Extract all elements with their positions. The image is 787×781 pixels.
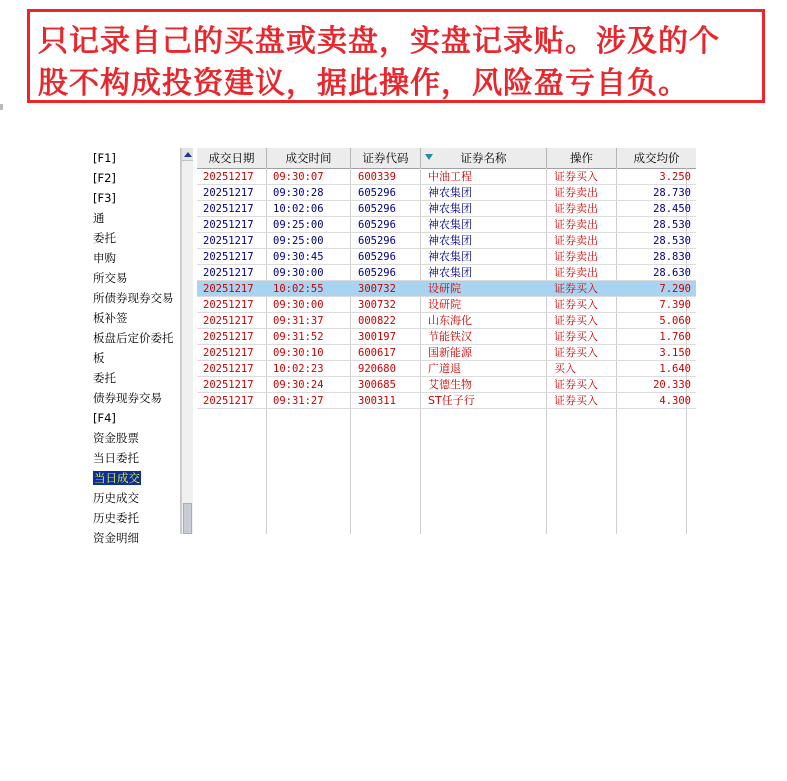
cell-date: 20251217 bbox=[203, 251, 254, 263]
tree-item-label: 板 bbox=[93, 351, 105, 365]
cell-name: 山东海化 bbox=[428, 314, 472, 327]
tree-item[interactable] bbox=[93, 509, 139, 528]
tree-item-label: [F2] bbox=[93, 171, 116, 185]
tree-item[interactable] bbox=[93, 269, 128, 288]
cell-time: 09:31:52 bbox=[273, 331, 324, 343]
cell-price: 1.760 bbox=[659, 331, 691, 343]
header-code[interactable]: 证券代码 bbox=[351, 148, 421, 168]
tree-item[interactable] bbox=[93, 329, 174, 348]
cell-code: 605296 bbox=[358, 235, 396, 247]
cell-code: 605296 bbox=[358, 219, 396, 231]
cell-op: 证券卖出 bbox=[554, 186, 598, 199]
table-row[interactable] bbox=[197, 329, 696, 345]
tree-item[interactable] bbox=[93, 249, 116, 268]
cell-op: 证券卖出 bbox=[554, 202, 598, 215]
cell-op: 证券卖出 bbox=[554, 266, 598, 279]
cell-name: 设研院 bbox=[428, 298, 461, 311]
tree-item[interactable] bbox=[93, 229, 116, 248]
table-row[interactable] bbox=[197, 361, 696, 377]
function-tree bbox=[88, 148, 181, 545]
table-row[interactable] bbox=[197, 345, 696, 361]
tree-item[interactable] bbox=[93, 369, 116, 388]
table-row[interactable] bbox=[197, 393, 696, 409]
table-row[interactable] bbox=[197, 249, 696, 265]
tree-item[interactable] bbox=[93, 449, 139, 468]
cell-price: 28.450 bbox=[653, 203, 691, 215]
tree-item-label: 板补签 bbox=[93, 311, 128, 325]
cell-name: 神农集团 bbox=[428, 202, 472, 215]
cell-price: 7.390 bbox=[659, 299, 691, 311]
tree-item-label: [F1] bbox=[93, 151, 116, 165]
tree-item-label: 申购 bbox=[93, 251, 116, 265]
header-name[interactable] bbox=[421, 148, 547, 168]
header-name-label: 证券名称 bbox=[460, 151, 507, 165]
tree-item-label: 资金股票 bbox=[93, 431, 139, 445]
table-row[interactable] bbox=[197, 265, 696, 281]
tree-item-label: 资金明细 bbox=[93, 531, 139, 545]
cell-time: 09:31:27 bbox=[273, 395, 324, 407]
cell-price: 7.290 bbox=[659, 283, 691, 295]
cell-time: 09:30:10 bbox=[273, 347, 324, 359]
tree-item-label: 历史委托 bbox=[93, 511, 139, 525]
cell-code: 605296 bbox=[358, 187, 396, 199]
disclaimer-line-2: 股不构成投资建议，据此操作，风险盈亏自负。 bbox=[38, 66, 689, 101]
cell-name: 艾德生物 bbox=[428, 378, 472, 391]
cell-op: 证券买入 bbox=[554, 170, 598, 183]
cell-name: 设研院 bbox=[428, 282, 461, 295]
cell-price: 28.730 bbox=[653, 187, 691, 199]
tree-item[interactable] bbox=[93, 149, 116, 168]
cell-price: 3.250 bbox=[659, 171, 691, 183]
sort-down-triangle-icon bbox=[425, 154, 433, 160]
cell-op: 证券卖出 bbox=[554, 234, 598, 247]
tree-item-label: [F3] bbox=[93, 191, 116, 205]
tree-item[interactable] bbox=[93, 469, 141, 488]
tree-item[interactable] bbox=[93, 409, 116, 428]
cell-time: 09:30:24 bbox=[273, 379, 324, 391]
cell-op: 证券买入 bbox=[554, 394, 598, 407]
tree-item[interactable] bbox=[93, 349, 105, 368]
table-row[interactable] bbox=[197, 313, 696, 329]
table-row[interactable] bbox=[197, 233, 696, 249]
cell-price: 20.330 bbox=[653, 379, 691, 391]
cell-time: 09:30:07 bbox=[273, 171, 324, 183]
cell-code: 300732 bbox=[358, 283, 396, 295]
cell-code: 300685 bbox=[358, 379, 396, 391]
tree-item-label: 当日成交 bbox=[94, 471, 140, 485]
table-header bbox=[197, 148, 696, 169]
cell-op: 证券买入 bbox=[554, 282, 598, 295]
cell-price: 1.640 bbox=[659, 363, 691, 375]
cell-price: 28.530 bbox=[653, 235, 691, 247]
cell-op: 证券买入 bbox=[554, 346, 598, 359]
header-date[interactable]: 成交日期 bbox=[197, 148, 267, 168]
tree-item-label: 委托 bbox=[93, 371, 116, 385]
cell-code: 000822 bbox=[358, 315, 396, 327]
cell-code: 300311 bbox=[358, 395, 396, 407]
tree-item-label: 通 bbox=[93, 211, 105, 225]
cell-time: 09:25:00 bbox=[273, 219, 324, 231]
cell-date: 20251217 bbox=[203, 363, 254, 375]
table-row[interactable] bbox=[197, 217, 696, 233]
cell-date: 20251217 bbox=[203, 203, 254, 215]
cell-code: 600339 bbox=[358, 171, 396, 183]
cell-name: 神农集团 bbox=[428, 186, 472, 199]
cell-name: 中油工程 bbox=[428, 170, 472, 183]
cell-time: 09:30:45 bbox=[273, 251, 324, 263]
cell-op: 证券买入 bbox=[554, 378, 598, 391]
cell-name: 广道退 bbox=[428, 362, 461, 375]
tree-item[interactable] bbox=[93, 189, 116, 208]
cell-price: 28.530 bbox=[653, 219, 691, 231]
tree-item[interactable] bbox=[93, 289, 174, 308]
cell-price: 28.630 bbox=[653, 267, 691, 279]
cell-time: 09:31:37 bbox=[273, 315, 324, 327]
cell-price: 4.300 bbox=[659, 395, 691, 407]
cell-date: 20251217 bbox=[203, 267, 254, 279]
tree-item[interactable] bbox=[93, 169, 116, 188]
cell-date: 20251217 bbox=[203, 347, 254, 359]
scroll-thumb[interactable] bbox=[183, 503, 192, 534]
cell-name: 神农集团 bbox=[428, 218, 472, 231]
cell-code: 605296 bbox=[358, 251, 396, 263]
cell-code: 300197 bbox=[358, 331, 396, 343]
tree-scrollbar[interactable] bbox=[181, 148, 193, 534]
disclaimer-line-1: 只记录自己的买盘或卖盘，实盘记录贴。涉及的个 bbox=[38, 24, 720, 59]
cell-code: 600617 bbox=[358, 347, 396, 359]
cell-time: 09:30:28 bbox=[273, 187, 324, 199]
cell-price: 5.060 bbox=[659, 315, 691, 327]
cell-name: ST任子行 bbox=[428, 394, 475, 407]
cell-time: 09:30:00 bbox=[273, 299, 324, 311]
cell-name: 神农集团 bbox=[428, 250, 472, 263]
cell-op: 证券买入 bbox=[554, 330, 598, 343]
cell-date: 20251217 bbox=[203, 283, 254, 295]
cell-code: 605296 bbox=[358, 267, 396, 279]
tree-item[interactable] bbox=[93, 489, 139, 508]
cell-code: 920680 bbox=[358, 363, 396, 375]
cell-name: 国新能源 bbox=[428, 346, 472, 359]
tree-item[interactable] bbox=[93, 389, 162, 408]
disclaimer-banner bbox=[27, 9, 765, 103]
cell-date: 20251217 bbox=[203, 315, 254, 327]
cell-date: 20251217 bbox=[203, 379, 254, 391]
tree-item-label: 所债券现券交易 bbox=[93, 291, 174, 305]
cell-code: 605296 bbox=[358, 203, 396, 215]
tree-item-label: 当日委托 bbox=[93, 451, 139, 465]
tree-item[interactable] bbox=[93, 529, 139, 548]
cell-name: 节能铁汉 bbox=[428, 330, 472, 343]
tree-item-label: 所交易 bbox=[93, 271, 128, 285]
cell-op: 证券买入 bbox=[554, 298, 598, 311]
tree-item-label: 委托 bbox=[93, 231, 116, 245]
cell-op: 证券买入 bbox=[554, 314, 598, 327]
cell-time: 10:02:06 bbox=[273, 203, 324, 215]
cell-date: 20251217 bbox=[203, 331, 254, 343]
table-row[interactable] bbox=[197, 281, 696, 297]
scroll-up-arrow-icon[interactable] bbox=[182, 148, 193, 161]
table-row[interactable] bbox=[197, 185, 696, 201]
cell-name: 神农集团 bbox=[428, 266, 472, 279]
tree-item-label: [F4] bbox=[93, 411, 116, 425]
table-row[interactable] bbox=[197, 169, 696, 185]
cell-op: 买入 bbox=[554, 362, 576, 375]
cell-code: 300732 bbox=[358, 299, 396, 311]
cell-date: 20251217 bbox=[203, 395, 254, 407]
cell-time: 10:02:23 bbox=[273, 363, 324, 375]
tree-item-label: 历史成交 bbox=[93, 491, 139, 505]
tree-item[interactable] bbox=[93, 209, 105, 228]
trading-window bbox=[88, 148, 696, 545]
cell-op: 证券卖出 bbox=[554, 250, 598, 263]
edge-mark bbox=[0, 104, 3, 110]
header-op[interactable]: 操作 bbox=[547, 148, 617, 168]
header-price[interactable]: 成交均价 bbox=[633, 151, 680, 165]
cell-time: 09:30:00 bbox=[273, 267, 324, 279]
header-time[interactable]: 成交时间 bbox=[267, 148, 351, 168]
cell-date: 20251217 bbox=[203, 235, 254, 247]
cell-name: 神农集团 bbox=[428, 234, 472, 247]
cell-date: 20251217 bbox=[203, 299, 254, 311]
cell-date: 20251217 bbox=[203, 171, 254, 183]
trade-table bbox=[197, 148, 696, 534]
cell-date: 20251217 bbox=[203, 187, 254, 199]
cell-op: 证券卖出 bbox=[554, 218, 598, 231]
cell-time: 10:02:55 bbox=[273, 283, 324, 295]
cell-time: 09:25:00 bbox=[273, 235, 324, 247]
table-row[interactable] bbox=[197, 297, 696, 313]
tree-item-label: 板盘后定价委托 bbox=[93, 331, 174, 345]
cell-price: 3.150 bbox=[659, 347, 691, 359]
tree-item[interactable] bbox=[93, 429, 139, 448]
tree-item-label: 债券现券交易 bbox=[93, 391, 162, 405]
tree-item[interactable] bbox=[93, 309, 128, 328]
cell-date: 20251217 bbox=[203, 219, 254, 231]
table-row[interactable] bbox=[197, 377, 696, 393]
cell-price: 28.830 bbox=[653, 251, 691, 263]
table-row[interactable] bbox=[197, 201, 696, 217]
